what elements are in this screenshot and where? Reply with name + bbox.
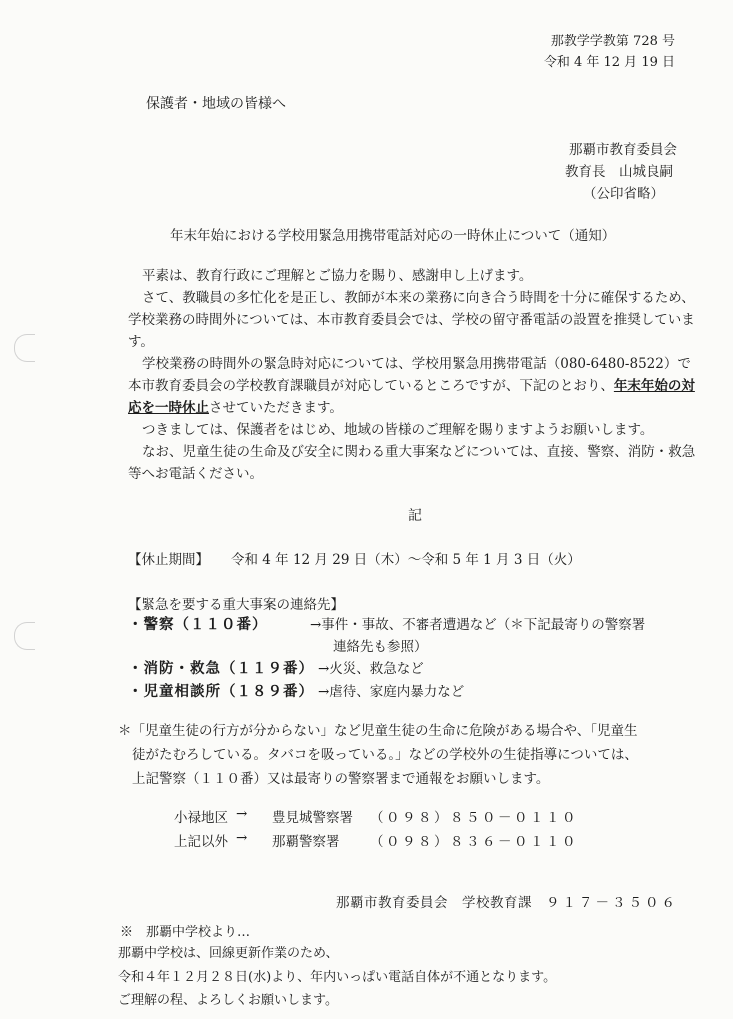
contact-fire-name: ・消防・救急（１１９番） <box>128 660 314 677</box>
body-paragraph: なお、児童生徒の生命及び安全に関わる重大事案などについては、直接、警察、消防・救急等へお電話ください。 <box>128 444 696 482</box>
emergency-contacts-heading: 【緊急を要する重大事案の連絡先】 <box>128 597 344 613</box>
contact-fire-desc: →火災、救急など <box>318 661 424 677</box>
contact-police-desc: →事件・事故、不審者遭遇など（＊下記最寄りの警察署 <box>310 617 646 633</box>
note-line: 上記警察（１１０番）又は最寄りの警察署まで通報をお願いします。 <box>132 771 550 787</box>
station-phone: （０９８）８３６－０１１０ <box>370 834 578 850</box>
school-note-line: 令和４年１２月２８日(水)より、年内いっぱい電話自体が不通となります。 <box>118 969 557 985</box>
sender-organization: 那覇市教育委員会 <box>569 142 677 158</box>
note-line: 徒がたむろしている。タバコを吸っている。」などの学校外の生徒指導については、 <box>132 747 638 763</box>
body-paragraph: つきましては、保護者をはじめ、地域の皆様のご理解を賜りますようお願いします。 <box>142 422 654 438</box>
student-guidance-note <box>118 719 708 791</box>
emphasized-text: 年末年始の対応を一時休止 <box>128 378 695 416</box>
arrow-icon: → <box>236 806 248 822</box>
binder-hole-mark <box>14 622 35 650</box>
contact-police-name: ・警察（１１０番） <box>128 616 268 633</box>
station-area: 上記以外 <box>174 834 228 850</box>
ki-heading: 記 <box>408 508 422 524</box>
school-note-line: ご理解の程、よろしくお願いします。 <box>118 993 338 1008</box>
binder-hole-mark <box>14 334 35 362</box>
document-title: 年末年始における学校用緊急用携帯電話対応の一時休止について（通知） <box>170 228 616 244</box>
body-text <box>128 265 703 485</box>
document-number: 那教学学教第 728 号 <box>550 34 675 49</box>
footer-contact <box>336 891 678 911</box>
station-area: 小禄地区 <box>174 810 228 826</box>
suspension-period-value: 令和 4 年 12 月 29 日（木）～令和 5 年 1 月 3 日（火） <box>231 552 581 568</box>
note-line: ＊「児童生徒の行方が分からない」など児童生徒の生命に危険がある場合や、「児童生 <box>118 723 638 739</box>
body-text-segment: させていただきます。 <box>209 400 343 416</box>
suspension-period-label: 【休止期間】 <box>128 552 209 568</box>
body-text-segment: 学校業務の時間外の緊急時対応については、学校用緊急用携帯電話（080-6480-8522）で本市教育委員会の学校教育課職員が対応しているところですが、下記のとおり、 <box>128 356 691 394</box>
school-note-body <box>118 942 556 1013</box>
station-name: 那覇警察署 <box>272 834 340 850</box>
body-paragraph: 平素は、教育行政にご理解とご協力を賜り、感謝申し上げます。 <box>142 268 533 284</box>
seal-omitted-note: （公印省略） <box>583 186 664 202</box>
contact-child-guidance-desc: →虐待、家庭内暴力など <box>318 684 465 700</box>
document-date: 令和 4 年 12 月 19 日 <box>543 55 675 70</box>
body-paragraph <box>128 353 703 419</box>
school-note-heading: ※ 那覇中学校より… <box>120 925 251 940</box>
school-note-line: 那覇中学校は、回線更新作業のため、 <box>118 946 339 961</box>
station-name: 豊見城警察署 <box>272 810 353 826</box>
station-phone: （０９８）８５０－０１１０ <box>370 810 578 826</box>
addressee: 保護者・地域の皆様へ <box>146 96 286 112</box>
arrow-icon: → <box>236 830 248 846</box>
footer-org: 那覇市教育委員会 学校教育課 <box>336 895 532 911</box>
footer-number: ９１７－３５０６ <box>546 895 678 911</box>
sender-name: 教育長 山城良嗣 <box>565 164 673 180</box>
body-paragraph: さて、教職員の多忙化を是正し、教師が本来の業務に向き合う時間を十分に確保するため、学校業務の時間外については、本市教育委員会では、学校の留守番電話の設置を推奨しています。 <box>128 290 695 350</box>
contact-child-guidance-name: ・児童相談所（１８９番） <box>128 683 314 700</box>
contact-police-desc-cont: 連絡先も参照） <box>333 639 428 655</box>
